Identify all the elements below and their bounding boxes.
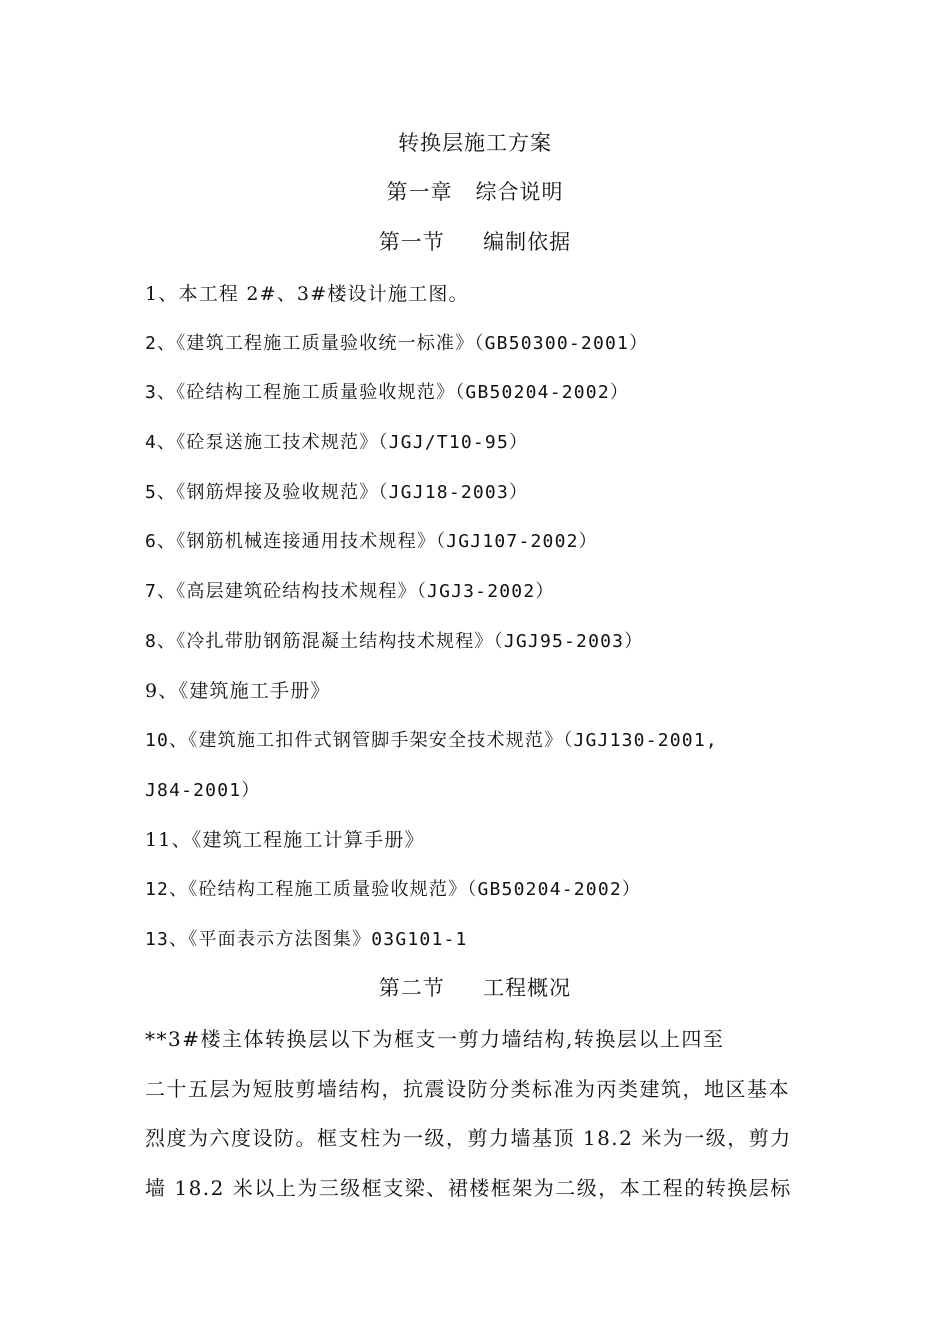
document-title: 转换层施工方案 — [398, 131, 552, 155]
overview-paragraph-line: 二十五层为短肢剪墙结构，抗震设防分类标准为丙类建筑，地区基本 — [145, 1077, 790, 1101]
section-heading-overview: 第二节 工程概况 — [378, 976, 572, 1000]
reference-item-continuation: J84-2001） — [145, 780, 261, 801]
reference-item: 10、《建筑施工扣件式钢管脚手架安全技术规范》（JGJ130-2001, — [145, 730, 718, 751]
section-heading-basis: 第一节 编制依据 — [378, 230, 572, 254]
reference-item: 12、《砼结构工程施工质量验收规范》（GB50204-2002） — [145, 879, 642, 900]
reference-item: 11、《建筑工程施工计算手册》 — [145, 829, 425, 851]
reference-item: 7、《高层建筑砼结构技术规程》（JGJ3-2002） — [145, 581, 555, 602]
reference-item: 4、《砼泵送施工技术规范》（JGJ/T10-95） — [145, 432, 529, 453]
overview-paragraph-line: 墙 18.2 米以上为三级框支梁、裙楼框架为二级，本工程的转换层标 — [145, 1176, 792, 1200]
reference-item: 9、《建筑施工手册》 — [145, 680, 331, 702]
overview-paragraph-line: **3#楼主体转换层以下为框支一剪力墙结构,转换层以上四至 — [145, 1027, 725, 1051]
reference-item: 13、《平面表示方法图集》03G101-1 — [145, 929, 468, 950]
reference-item: 2、《建筑工程施工质量验收统一标准》（GB50300-2001） — [145, 333, 649, 354]
reference-item: 8、《冷扎带肋钢筋混凝土结构技术规程》（JGJ95-2003） — [145, 631, 644, 652]
reference-item: 3、《砼结构工程施工质量验收规范》（GB50204-2002） — [145, 382, 630, 403]
overview-paragraph-line: 烈度为六度设防。框支柱为一级，剪力墙基顶 18.2 米为一级，剪力 — [145, 1126, 792, 1150]
reference-item: 1、本工程 2#、3#楼设计施工图。 — [145, 283, 469, 305]
chapter-heading: 第一章 综合说明 — [386, 180, 564, 204]
reference-item: 5、《钢筋焊接及验收规范》（JGJ18-2003） — [145, 482, 529, 503]
reference-item: 6、《钢筋机械连接通用技术规程》（JGJ107-2002） — [145, 531, 598, 552]
